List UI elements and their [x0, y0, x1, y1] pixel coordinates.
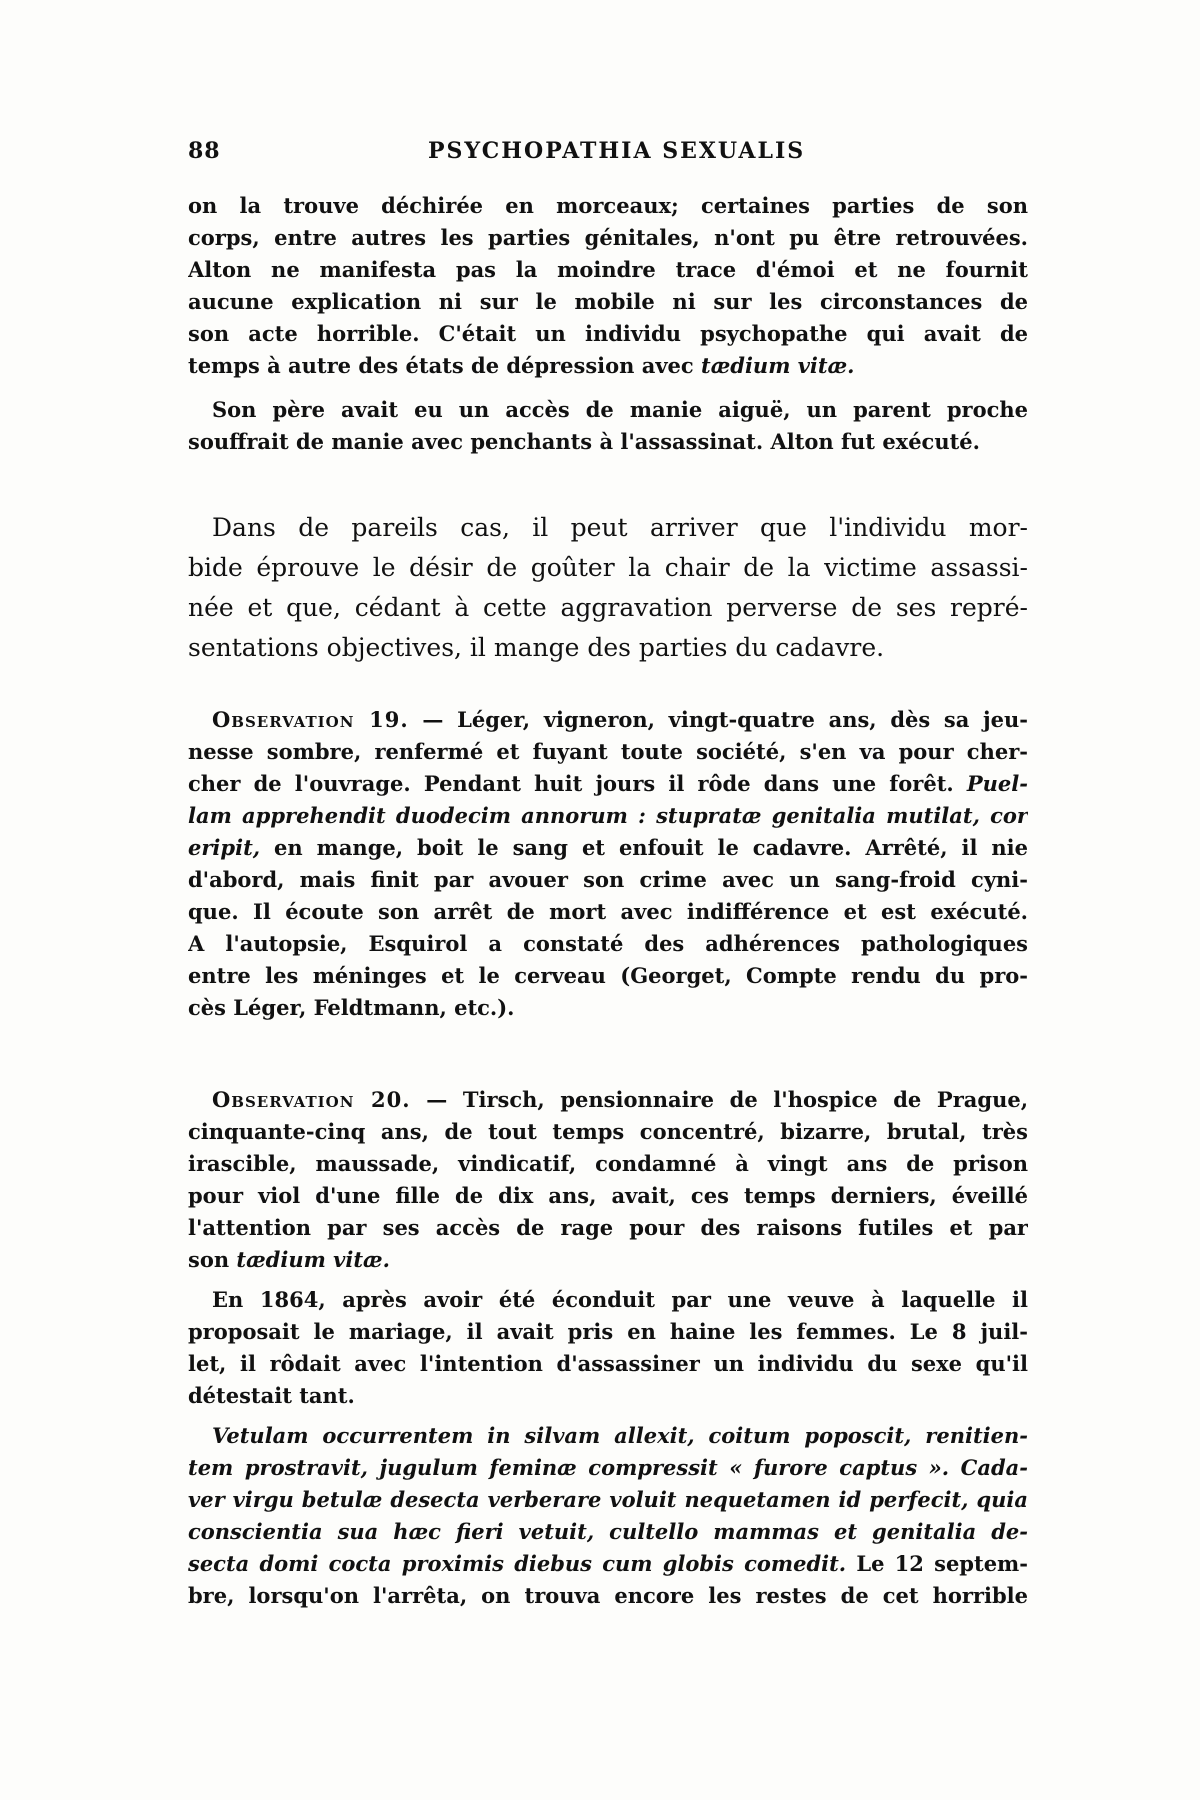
- text-line: Dans de pareils cas, il peut arriver que l'individu mor-: [212, 513, 1028, 542]
- italic-phrase: Puel-: [966, 771, 1028, 796]
- observation-20: [188, 1084, 1028, 1276]
- text-line: née et que, cédant à cette aggravation perverse de ses repré-: [188, 593, 1028, 622]
- text-segment: son: [188, 1247, 230, 1272]
- text-line: cinquante-cinq ans, de tout temps concentré, bizarre, brutal, très: [188, 1119, 1028, 1144]
- text-line: détestait tant.: [188, 1383, 355, 1408]
- text-line: lam apprehendit duodecim annorum : stupratæ genitalia mutilat, cor: [188, 803, 1028, 828]
- text-line: cès Léger, Feldtmann, etc.).: [188, 995, 515, 1020]
- italic-phrase: secta domi cocta proximis diebus cum globis comedit.: [188, 1551, 847, 1576]
- text-line: [188, 704, 1028, 736]
- text-line: entre les méninges et le cerveau (Georget, Compte rendu du pro-: [188, 963, 1028, 988]
- text-line: [188, 1244, 1028, 1276]
- page-number: 88: [188, 138, 221, 164]
- text-line: proposait le mariage, il avait pris en haine les femmes. Le 8 juil-: [188, 1319, 1028, 1344]
- text-line: [188, 832, 1028, 864]
- observation-label: Observation 20.: [212, 1087, 411, 1112]
- text-line: Son père avait eu un accès de manie aiguë, un parent proche: [212, 397, 1028, 422]
- text-line: A l'autopsie, Esquirol a constaté des adhérences pathologiques: [188, 931, 1028, 956]
- text-line: on la trouve déchirée en morceaux; certaines parties de son: [188, 193, 1028, 218]
- text-line: [188, 1084, 1028, 1116]
- text-line: aucune explication ni sur le mobile ni sur les circonstances de: [188, 289, 1028, 314]
- text-segment: — Léger, vigneron, vingt-quatre ans, dès sa jeu-: [408, 707, 1028, 732]
- text-segment: temps à autre des états de dépression avec: [188, 353, 694, 378]
- paragraph-latin: [188, 1420, 1028, 1612]
- text-line: nesse sombre, renfermé et fuyant toute société, s'en va pour cher-: [188, 739, 1028, 764]
- text-segment: — Tirsch, pensionnaire de l'hospice de Prague,: [410, 1087, 1028, 1112]
- text-line: irascible, maussade, vindicatif, condamné à vingt ans de prison: [188, 1151, 1028, 1176]
- paragraph-1864: [188, 1284, 1028, 1412]
- text-line: [188, 350, 1028, 382]
- text-segment: cher de l'ouvrage. Pendant huit jours il rôde dans une forêt.: [188, 771, 954, 796]
- italic-phrase: eripit,: [188, 835, 261, 860]
- text-line: bre, lorsqu'on l'arrêta, on trouva encore les restes de cet horrible: [188, 1583, 1028, 1608]
- text-line: souffrait de manie avec penchants à l'assassinat. Alton fut exécuté.: [188, 429, 980, 454]
- text-line: Alton ne manifesta pas la moindre trace d'émoi et ne fournit: [188, 257, 1028, 282]
- text-line: sentations objectives, il mange des parties du cadavre.: [188, 633, 885, 662]
- text-segment: Le 12 septem-: [846, 1551, 1028, 1576]
- text-line: l'attention par ses accès de rage pour des raisons futiles et par: [188, 1215, 1028, 1240]
- text-line: [188, 768, 1028, 800]
- text-line: En 1864, après avoir été éconduit par une veuve à laquelle il: [212, 1287, 1028, 1312]
- text-line: bide éprouve le désir de goûter la chair de la victime assassi-: [188, 553, 1028, 582]
- text-line: [188, 1548, 1028, 1580]
- text-line: corps, entre autres les parties génitales, n'ont pu être retrouvées.: [188, 225, 1028, 250]
- text-line: pour viol d'une fille de dix ans, avait, ces temps derniers, éveillé: [188, 1183, 1028, 1208]
- text-segment: en mange, boit le sang et enfouit le cadavre. Arrêté, il nie: [260, 835, 1028, 860]
- text-line: que. Il écoute son arrêt de mort avec indifférence et est exécuté.: [188, 899, 1028, 924]
- observation-label: Observation 19.: [212, 707, 409, 732]
- text-line: tem prostravit, jugulum feminæ compressit « furore captus ». Cada-: [188, 1455, 1028, 1480]
- text-line: let, il rôdait avec l'intention d'assassiner un individu du sexe qu'il: [188, 1351, 1028, 1376]
- text-line: conscientia sua hæc fieri vetuit, cultello mammas et genitalia de-: [188, 1519, 1028, 1544]
- italic-phrase: tædium vitæ.: [236, 1247, 390, 1272]
- text-line: son acte horrible. C'était un individu psychopathe qui avait de: [188, 321, 1028, 346]
- text-line: d'abord, mais finit par avouer son crime avec un sang-froid cyni-: [188, 867, 1028, 892]
- observation-19: [188, 704, 1028, 1024]
- running-title: PSYCHOPATHIA SEXUALIS: [428, 138, 806, 164]
- italic-phrase: tædium vitæ.: [701, 353, 855, 378]
- paragraph-alton-family: [188, 394, 1028, 458]
- page-header: [188, 138, 1028, 178]
- text-line: ver virgu betulæ desecta verberare voluit nequetamen id perfecit, quia: [188, 1487, 1028, 1512]
- text-line: Vetulam occurrentem in silvam allexit, coitum poposcit, renitien-: [212, 1423, 1028, 1448]
- paragraph-alton-case: [188, 190, 1028, 382]
- paragraph-main-text: [188, 508, 1028, 668]
